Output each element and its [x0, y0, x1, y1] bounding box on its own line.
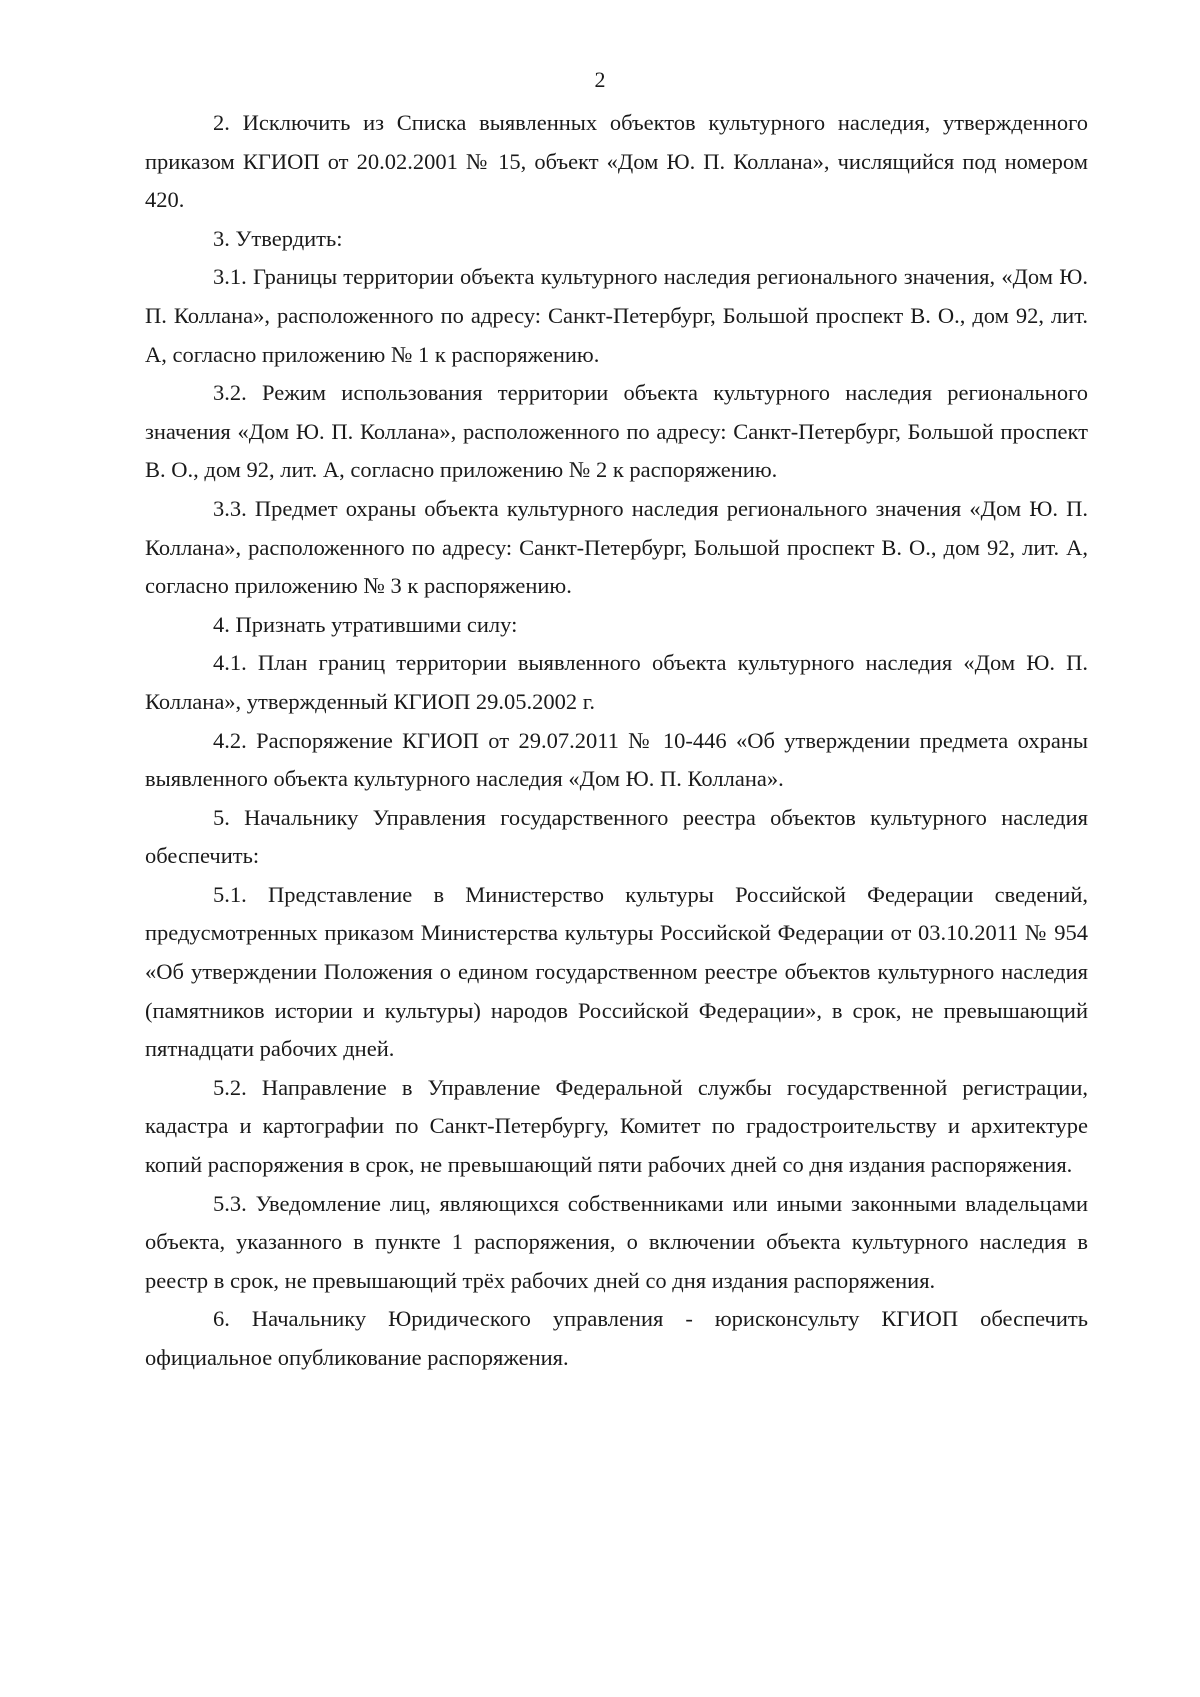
paragraph-3-1: 3.1. Границы территории объекта культурного наследия регионального значения, «Дом Ю. П. Коллана», расположенного по адресу: Санкт-Петербург, Большой проспект В. О., дом 92, лит. А, согласно приложению № 1 к распоряжению. [145, 264, 1088, 367]
paragraph-4-1: 4.1. План границ территории выявленного объекта культурного наследия «Дом Ю. П. Коллана», утвержденный КГИОП 29.05.2002 г. [145, 650, 1088, 714]
paragraph-2: 2. Исключить из Списка выявленных объектов культурного наследия, утвержденного приказом КГИОП от 20.02.2001 № 15, объект «Дом Ю. П. Коллана», числящийся под номером 420. [145, 110, 1088, 213]
document-body [145, 104, 1088, 1378]
paragraph-4-2: 4.2. Распоряжение КГИОП от 29.07.2011 № 10-446 «Об утверждении предмета охраны выявленного объекта культурного наследия «Дом Ю. П. Коллана». [145, 727, 1088, 792]
paragraph-5: 5. Начальнику Управления государственного реестра объектов культурного наследия обеспечить: [145, 804, 1088, 869]
paragraph-5-1: 5.1. Представление в Министерство культуры Российской Федерации сведений, предусмотренных приказом Министерства культуры Российской Федерации от 03.10.2011 № 954 «Об утверждении Положения о едином государственном реестре объектов культурного наследия (памятников истории и культуры) народов Российской Федерации», в срок, не превышающий пятнадцати рабочих дней. [145, 881, 1088, 1062]
paragraph-5-2: 5.2. Направление в Управление Федеральной службы государственной регистрации, кадастра и картографии по Санкт-Петербургу, Комитет по градостроительству и архитектуре копий распоряжения в срок, не превышающий пяти рабочих дней со дня издания распоряжения. [145, 1074, 1088, 1178]
paragraph-3-2: 3.2. Режим использования территории объекта культурного наследия регионального значения «Дом Ю. П. Коллана», расположенного по адресу: Санкт-Петербург, Большой проспект В. О., дом 92, лит. А, согласно приложению № 2 к распоряжению. [145, 380, 1088, 483]
page-number: 2 [594, 67, 606, 92]
paragraph-5-3: 5.3. Уведомление лиц, являющихся собственниками или иными законными владельцами объекта, указанного в пункте 1 распоряжения, о включении объекта культурного наследия в реестр в срок, не превышающий трёх рабочих дней со дня издания распоряжения. [145, 1190, 1088, 1293]
paragraph-3-3: 3.3. Предмет охраны объекта культурного наследия регионального значения «Дом Ю. П. Коллана», расположенного по адресу: Санкт-Петербург, Большой проспект В. О., дом 92, лит. А, согласно приложению № 3 к распоряжению. [145, 495, 1088, 599]
paragraph-3: 3. Утвердить: [213, 225, 343, 251]
paragraph-4: 4. Признать утратившими силу: [213, 611, 518, 637]
paragraph-6: 6. Начальнику Юридического управления - юрисконсульту КГИОП обеспечить официальное опубликование распоряжения. [145, 1306, 1088, 1370]
